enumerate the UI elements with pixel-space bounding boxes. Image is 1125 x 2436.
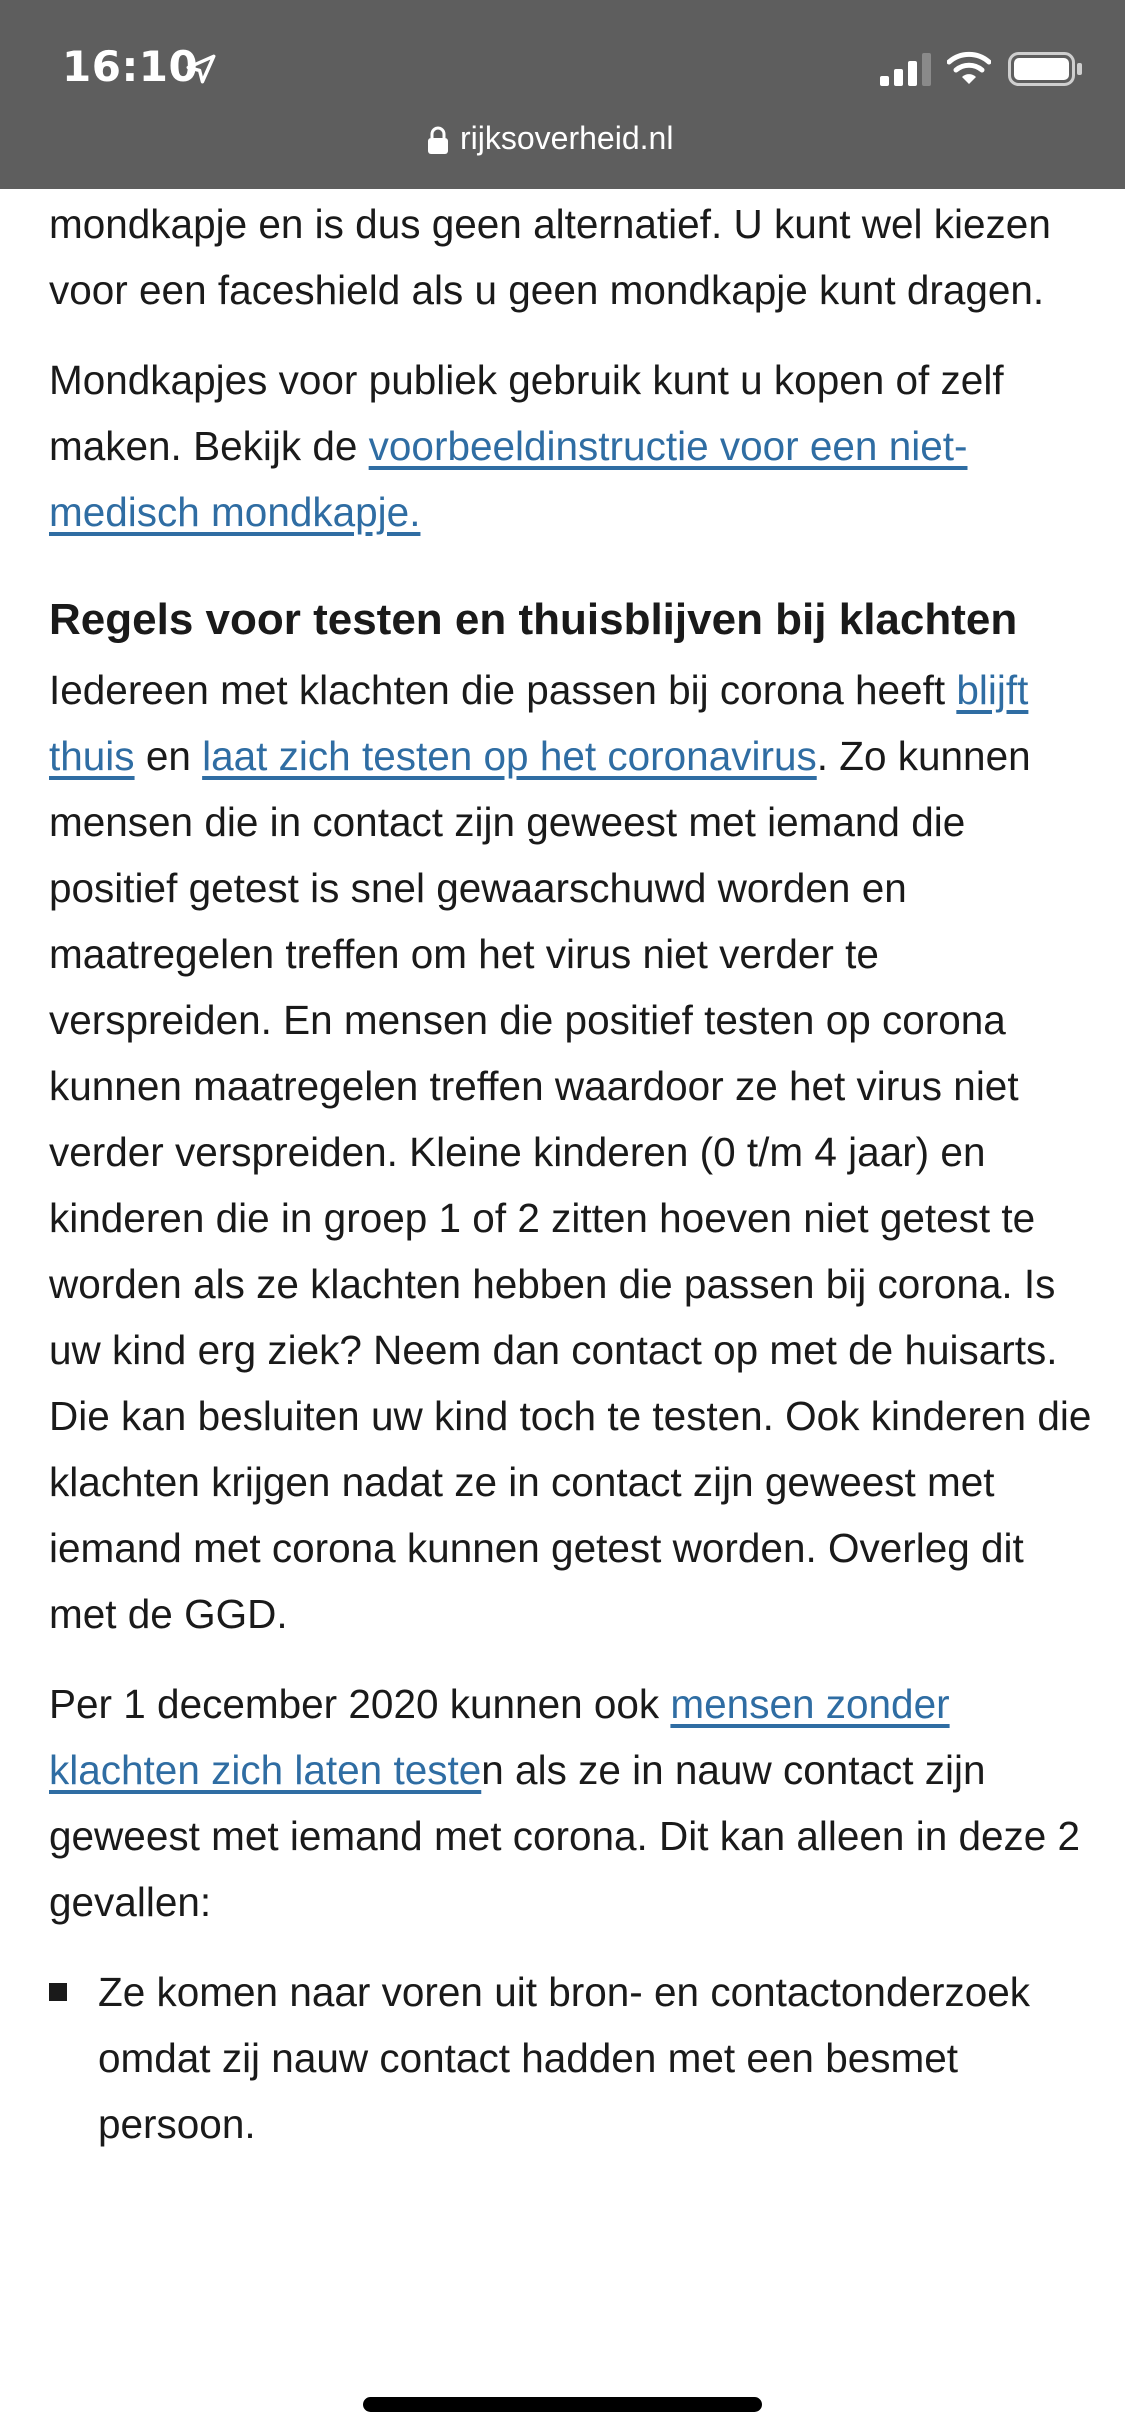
bullet-list bbox=[49, 1959, 1099, 2157]
section-heading: Regels voor testen en thuisblijven bij klachten bbox=[49, 595, 1018, 644]
paragraph-text: Per 1 december 2020 kunnen ook bbox=[49, 1681, 671, 1727]
list-item bbox=[49, 1959, 1099, 2157]
clock-time: 16:10 bbox=[62, 42, 199, 91]
paragraph bbox=[49, 657, 1099, 1647]
browser-status-bar bbox=[0, 0, 1125, 189]
paragraph bbox=[49, 1671, 1099, 1935]
address-bar-url[interactable]: rijksoverheid.nl bbox=[460, 120, 674, 156]
lock-icon bbox=[427, 125, 449, 155]
home-indicator[interactable] bbox=[363, 2397, 762, 2412]
link-stay-home[interactable]: blijft thuis bbox=[49, 667, 1029, 779]
article-content bbox=[49, 189, 1099, 2157]
link-get-tested[interactable]: laat zich testen op het coronavirus bbox=[202, 733, 817, 779]
paragraph-text: n als ze in nauw contact zijn geweest met iemand met corona. Dit kan alleen in deze 2 gevallen: bbox=[49, 1747, 1081, 1925]
list-item-text: Ze komen naar voren uit bron- en contactonderzoek omdat zij nauw contact hadden met een besmet persoon. bbox=[98, 1969, 1031, 2147]
wifi-icon bbox=[947, 50, 991, 86]
square-bullet-icon bbox=[49, 1983, 67, 2001]
paragraph-text: Iedereen met klachten die passen bij corona heeft bbox=[49, 667, 957, 713]
paragraph: mondkapje en is dus geen alternatief. U kunt wel kiezen voor een faceshield als u geen mondkapje kunt dragen. bbox=[49, 201, 1051, 313]
paragraph-text: Mondkapjes voor publiek gebruik kunt u kopen of zelf maken. Bekijk de bbox=[49, 357, 1004, 469]
paragraph bbox=[49, 347, 1099, 545]
cellular-signal-icon bbox=[880, 52, 932, 86]
location-arrow-icon bbox=[184, 52, 218, 86]
link-mask-instruction[interactable]: voorbeeldinstructie voor een niet-medisch mondkapje. bbox=[49, 423, 968, 535]
paragraph-text: en bbox=[134, 733, 203, 779]
paragraph-text: . Zo kunnen mensen die in contact zijn geweest met iemand die positief getest is snel gewaarschuwd worden en maatregelen treffen om het virus niet verder te verspreiden. En mensen die positief testen op corona kunnen maatregelen treffen waardoor ze het virus niet verder verspreiden. Kleine kinderen (0 t/m 4 jaar) en kinderen die in groep 1 of 2 zitten hoeven niet getest te worden als ze klachten hebben die passen bij corona. Is uw kind erg ziek? Neem dan contact op met de huisarts. Die kan besluiten uw kind toch te testen. Ook kinderen die klachten krijgen nadat ze in contact zijn geweest met iemand met corona kunnen getest worden. Overleg dit met de GGD. bbox=[49, 733, 1092, 1637]
link-test-without-symptoms[interactable]: mensen zonder klachten zich laten teste bbox=[49, 1681, 950, 1793]
battery-icon bbox=[1008, 52, 1084, 86]
